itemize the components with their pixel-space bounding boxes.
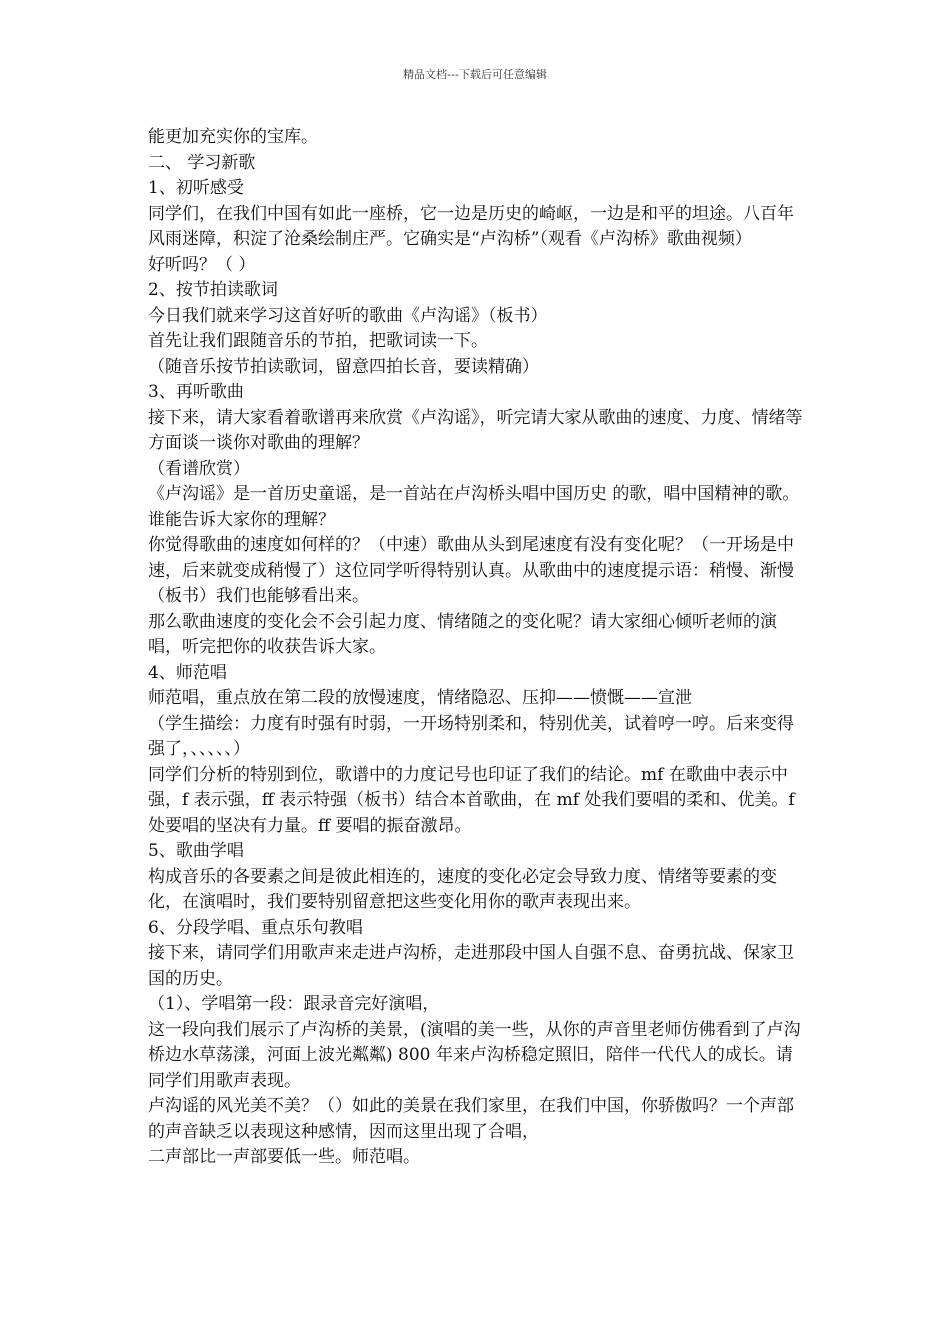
paragraph: 同学们，在我们中国有如此一座桥，它一边是历史的崎岖，一边是和平的坦途。八百年风雨迷障，积淀了沧桑绘制庄严。它确实是“卢沟桥”（观看《卢沟桥》歌曲视频） [148,203,794,249]
paragraph: 卢沟谣的风光美不美？（）如此的美景在我们家里，在我们中国，你骄傲吗？一个声部的声音缺乏以表现这种感情，因而这里出现了合唱， [148,1096,794,1142]
paragraph: 这一段向我们展示了卢沟桥的美景，(演唱的美一些，从你的声音里老师仿佛看到了卢沟桥边水草荡漾，河面上波光粼粼) 800 年来卢沟桥稳定照旧，陪伴一代代人的成长。请同学们用歌声表现。 [148,1019,801,1091]
paragraph: 好听吗？（ ） [148,254,256,275]
paragraph: 《卢沟谣》是一首历史童谣，是一首站在卢沟桥头唱中国历史 的歌，唱中国精神的歌。 [148,484,800,504]
paragraph: 二声部比一声部要低一些。师范唱。 [148,1147,420,1167]
paragraph: 构成音乐的各要素之间是彼此相连的，速度的变化必定会导致力度、情绪等要素的变化，在演唱时，我们要特别留意把这些变化用你的歌声表现出来。 [148,866,777,912]
subsection-heading: 6、分段学唱、重点乐句教唱 [148,917,363,938]
page-header: 精品文档---下载后可任意编辑 [403,68,547,81]
subsection-heading: 1、初听感受 [148,178,244,198]
paragraph: 那么歌曲速度的变化会不会引起力度、情绪随之的变化呢？请大家细心倾听老师的演唱，听完把你的收获告诉大家。 [148,611,777,657]
paragraph: 谁能告诉大家你的理解？ [148,509,335,530]
subsection-heading: 2、按节拍读歌词 [148,280,278,300]
paragraph: 今日我们就来学习这首好听的歌曲《卢沟谣》（板书） [148,305,548,326]
subsection-heading: 3、再听歌曲 [148,382,244,402]
paragraph: 接下来，请同学们用歌声来走进卢沟桥，走进那段中国人自强不息、奋勇抗战、保家卫国的历史。 [148,943,794,989]
section-heading: 二、 学习新歌 [148,152,256,173]
subsection-heading: 4、师范唱 [148,662,227,683]
subsection-heading: 5、歌曲学唱 [148,841,244,861]
paragraph: 接下来，请大家看着歌谱再来欣赏《卢沟谣》，听完请大家从歌曲的速度、力度、情绪等方面谈一谈你对歌曲的理解？ [148,407,803,453]
paragraph: 首先让我们跟随音乐的节拍，把歌词读一下。 [148,331,488,351]
paragraph: （1）、学唱第一段：跟录音完好演唱， [148,994,440,1014]
paragraph: 同学们分析的特别到位，歌谱中的力度记号也印证了我们的结论。mf 在歌曲中表示中强，f 表示强，ff 表示特强（板书）结合本首歌曲，在 mf 处我们要唱的柔和、优美。f 处要唱的坚决有力量。ff 要唱的振奋激昂。 [148,764,795,836]
paragraph: 师范唱，重点放在第二段的放慢速度，情绪隐忍、压抑——愤慨——宣泄 [148,688,692,708]
paragraph: （看谱欣赏） [148,458,250,479]
document-body [148,125,808,1171]
paragraph: 你觉得歌曲的速度如何样的？（中速）歌曲从头到尾速度有没有变化呢？（一开场是中速，后来就变成稍慢了）这位同学听得特别认真。从歌曲中的速度提示语：稍慢、渐慢（板书）我们也能够看出来。 [148,535,794,606]
paragraph: 能更加充实你的宝库。 [148,127,318,147]
paragraph: （随音乐按节拍读歌词，留意四拍长音，要读精确） [148,356,539,377]
paragraph: （学生描绘：力度有时强有时弱，一开场特别柔和，特别优美，试着哼一哼。后来变得强了，、、、、、） [148,713,794,759]
